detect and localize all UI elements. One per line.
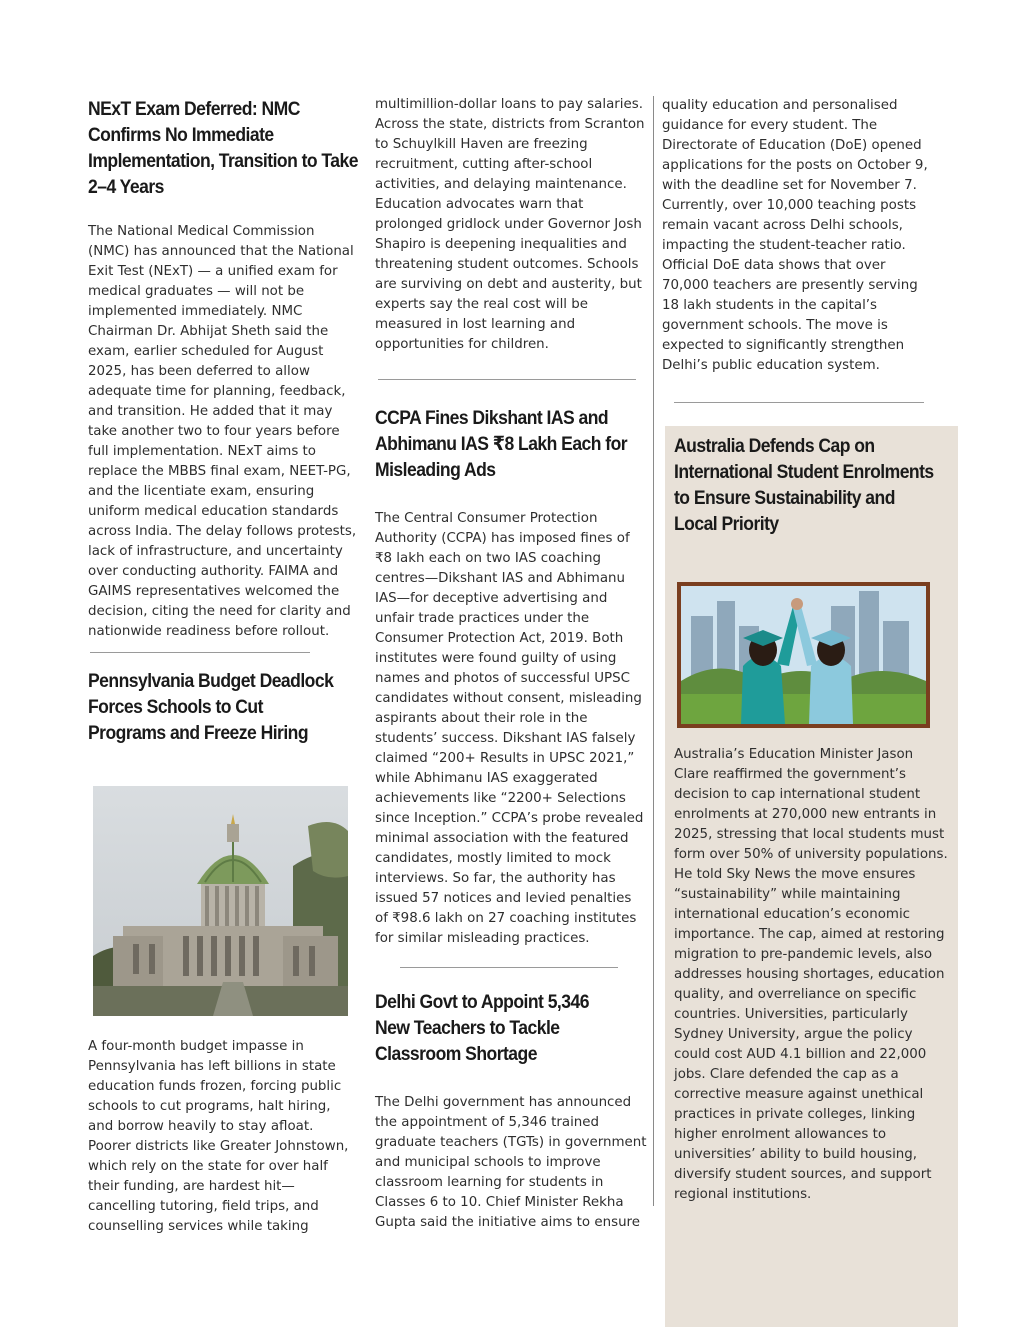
graduates-illustration [681, 586, 926, 724]
next-body: The National Medical Commission (NMC) has announced that the National Exit Test (NExT) — a unified exam for medical graduates — will not be implemented immediately. NMC Chairman Dr. Abhijat Sheth said the exam, earlier scheduled for August 2025, has been deferred to allow adequate time for planning, feedback, and transition. He added that it may take another two to four years before full implementation. NExT aims to replace the MBBS final exam, NEET-PG, and the licentiate exam, ensuring uniform medical education standards across India. The delay follows protests, lack of infrastructure, and uncertainty over conducting authority. FAIMA and GAIMS representatives welcomed the decision, citing the need for clarity and nationwide readiness before rollout. [88, 224, 357, 639]
australia-headline: Australia Defends Cap on International Student Enrolments to Ensure Sustainability and Local Priority [674, 435, 934, 535]
delhi-body-part1: The Delhi government has announced the appointment of 5,346 trained graduate teachers (TGTs) in government and municipal schools to improve classroom learning for students in Classes 6 to 10. Chief Minister Rekha Gupta said the initiative aims to ensure [375, 1095, 647, 1230]
delhi-headline: Delhi Govt to Appoint 5,346 New Teachers to Tackle Classroom Shortage [375, 991, 589, 1065]
australia-body: Australia’s Education Minister Jason Clare reaffirmed the government’s decision to cap international student enrolments at 270,000 new entrants in 2025, stressing that local students must form over 50% of university populations. He told Sky News the move ensures “sustainability” while maintaining international education’s economic importance. The cap, aimed at restoring migration to pre-pandemic levels, also addresses housing shortages, education quality, and overreliance on specific countries. Universities, particularly Sydney University, argue the policy could cost AUD 4.1 billion and 22,000 jobs. Clare defended the cap as a corrective measure against unethical practices in private colleges, linking higher enrolment allowances to universities’ ability to build housing, diversify student sources, and support regional institutions. [674, 747, 948, 1202]
australia-graduates-photo [677, 582, 930, 728]
divider-next [90, 652, 310, 653]
pennsylvania-capitol-photo [93, 786, 348, 1016]
ccpa-body: The Central Consumer Protection Authority (CCPA) has imposed fines of ₹8 lakh each on two IAS coaching centres—Dikshant IAS and Abhimanu IAS—for deceptive advertising and unfair trade practices under the Consumer Protection Act, 2019. Both institutes were found guilty of using names and photos of successful UPSC candidates without consent, misleading aspirants about their role in the students’ success. Dikshant IAS falsely claimed “200+ Results in UPSC 2021,” while Abhimanu IAS exaggerated achievements like “2200+ Selections since Inception.” CCPA’s probe revealed minimal association with the featured candidates, mostly limited to mock interviews. So far, the authority has issued 57 notices and levied penalties of ₹98.6 lakh on 27 coaching institutes for similar misleading practices. [375, 511, 644, 946]
pennsylvania-body-part2: multimillion-dollar loans to pay salaries. Across the state, districts from Scranton to Schuylkill Haven are freezing recruitment, cutting after-school activities, and delaying maintenance. Education advocates warn that prolonged gridlock under Governor Josh Shapiro is deepening inequalities and threatening student outcomes. Schools are surviving on debt and austerity, but experts say the real cost will be measured in lost learning and opportunities for children. [375, 97, 645, 352]
capitol-illustration [93, 786, 348, 1016]
divider-pennsylvania [378, 379, 636, 380]
divider-ccpa [400, 967, 618, 968]
pennsylvania-headline: Pennsylvania Budget Deadlock Forces Schools to Cut Programs and Freeze Hiring [88, 670, 334, 744]
divider-delhi [674, 402, 924, 403]
ccpa-headline: CCPA Fines Dikshant IAS and Abhimanu IAS ₹8 Lakh Each for Misleading Ads [375, 407, 628, 481]
column-separator [653, 96, 654, 1206]
pennsylvania-body-part1: A four-month budget impasse in Pennsylvania has left billions in state education funds frozen, forcing public schools to cut programs, halt hiring, and borrow heavily to stay afloat. Poorer districts like Greater Johnstown, which rely on the state for over half their funding, are hardest hit—cancelling tutoring, field trips, and counselling services while taking [88, 1039, 349, 1234]
delhi-body-part2: quality education and personalised guidance for every student. The Directorate of Education (DoE) opened applications for the posts on October 9, with the deadline set for November 7. Currently, over 10,000 teaching posts remain vacant across Delhi schools, impacting the student-teacher ratio. Official DoE data shows that over 70,000 teachers are presently serving 18 lakh students in the capital’s government schools. The move is expected to significantly strengthen Delhi’s public education system. [662, 98, 928, 373]
next-headline: NExT Exam Deferred: NMC Confirms No Immediate Implementation, Transition to Take 2–4 Years [88, 98, 358, 198]
